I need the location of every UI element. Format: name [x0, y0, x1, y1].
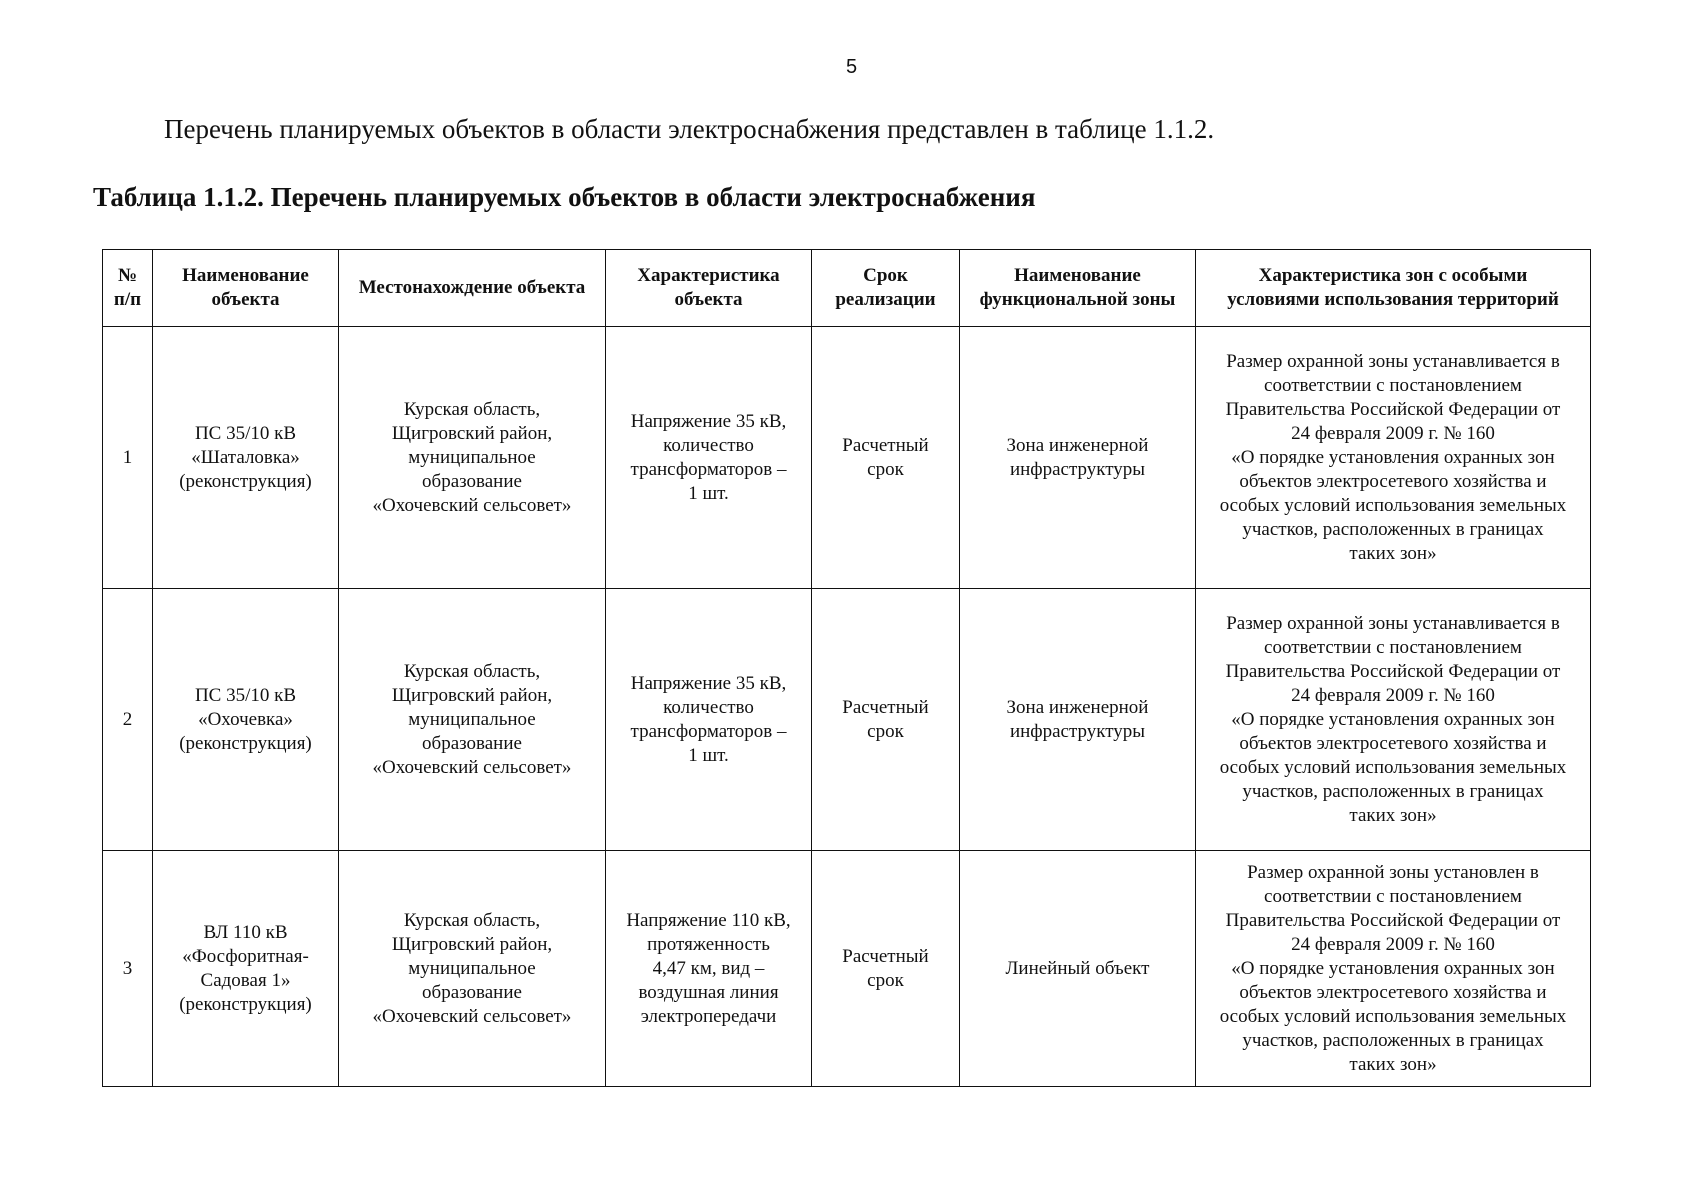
- cell-line: срок: [867, 720, 904, 742]
- cell-line: электропередачи: [640, 1005, 777, 1027]
- header-term: [812, 250, 960, 327]
- cell-line: Расчетный: [842, 945, 929, 967]
- cell-restrictions: [1196, 589, 1591, 851]
- cell-line: муниципальное: [408, 708, 536, 730]
- cell-line: Расчетный: [842, 434, 929, 456]
- cell-line: Щигровский район,: [391, 684, 553, 706]
- cell-line: реализации: [835, 289, 936, 310]
- cell-line: соответствии с постановлением: [1264, 636, 1522, 658]
- cell-num: 2: [103, 589, 153, 851]
- cell-functional-zone: [960, 851, 1196, 1087]
- cell-line: ВЛ 110 кВ: [203, 921, 288, 943]
- cell-line: количество: [663, 434, 754, 456]
- cell-line: объекта: [211, 289, 280, 310]
- cell-line: «О порядке установления охранных зон: [1231, 446, 1555, 468]
- cell-line: Размер охранной зоны устанавливается в: [1226, 612, 1560, 634]
- cell-object-name: [153, 327, 339, 589]
- cell-line: (реконструкция): [179, 993, 312, 1015]
- cell-line: муниципальное: [408, 446, 536, 468]
- cell-line: «О порядке установления охранных зон: [1231, 708, 1555, 730]
- cell-line: 24 февраля 2009 г. № 160: [1291, 422, 1495, 444]
- cell-line: срок: [867, 458, 904, 480]
- cell-line: Щигровский район,: [391, 933, 553, 955]
- header-location: [339, 250, 606, 327]
- cell-line: Зона инженерной: [1006, 434, 1149, 456]
- cell-line: Правительства Российской Федерации от: [1225, 660, 1561, 682]
- page-number: 5: [845, 56, 858, 78]
- cell-line: Зона инженерной: [1006, 696, 1149, 718]
- cell-line: «Охочевский сельсовет»: [372, 1005, 572, 1027]
- cell-line: Наименование: [182, 265, 309, 286]
- cell-restrictions: [1196, 851, 1591, 1087]
- cell-line: таких зон»: [1349, 1053, 1437, 1075]
- cell-line: инфраструктуры: [1009, 720, 1146, 742]
- cell-line: особых условий использования земельных: [1219, 494, 1567, 516]
- cell-line: 1 шт.: [688, 482, 729, 504]
- cell-restrictions: [1196, 327, 1591, 589]
- cell-line: Размер охранной зоны установлен в: [1247, 861, 1539, 883]
- cell-line: Линейный объект: [1005, 957, 1150, 979]
- cell-line: Наименование: [1014, 265, 1141, 286]
- header-restriction-zones: [1196, 250, 1591, 327]
- cell-characteristic: [606, 589, 812, 851]
- cell-line: образование: [422, 732, 522, 754]
- cell-line: участков, расположенных в границах: [1242, 780, 1544, 802]
- cell-functional-zone: [960, 327, 1196, 589]
- table-title: Таблица 1.1.2. Перечень планируемых объектов в области электроснабжения: [93, 182, 1036, 212]
- table-header-row: [103, 250, 1591, 327]
- cell-line: Курская область,: [403, 909, 541, 931]
- header-characteristic: [606, 250, 812, 327]
- cell-line: трансформаторов –: [630, 458, 787, 480]
- cell-line: количество: [663, 696, 754, 718]
- intro-paragraph: Перечень планируемых объектов в области электроснабжения представлен в таблице 1.1.2.: [164, 114, 1215, 144]
- cell-line: ПС 35/10 кВ: [194, 684, 297, 706]
- cell-term: [812, 327, 960, 589]
- cell-line: таких зон»: [1349, 804, 1437, 826]
- cell-line: «Фосфоритная-: [182, 945, 309, 967]
- cell-line: п/п: [113, 289, 142, 310]
- cell-characteristic: [606, 327, 812, 589]
- cell-line: объекта: [674, 289, 743, 310]
- cell-line: соответствии с постановлением: [1264, 885, 1522, 907]
- planned-objects-table: [102, 249, 1591, 1087]
- cell-line: «Охочевка»: [198, 708, 293, 730]
- cell-line: Местонахождение объекта: [358, 277, 586, 298]
- cell-line: объектов электросетевого хозяйства и: [1239, 981, 1547, 1003]
- cell-line: (реконструкция): [179, 732, 312, 754]
- cell-term: [812, 589, 960, 851]
- cell-line: Курская область,: [403, 660, 541, 682]
- cell-line: «О порядке установления охранных зон: [1231, 957, 1555, 979]
- cell-object-name: [153, 851, 339, 1087]
- cell-line: «Шаталовка»: [191, 446, 300, 468]
- cell-line: особых условий использования земельных: [1219, 1005, 1567, 1027]
- cell-line: соответствии с постановлением: [1264, 374, 1522, 396]
- cell-line: Расчетный: [842, 696, 929, 718]
- cell-num: 3: [103, 851, 153, 1087]
- cell-object-name: [153, 589, 339, 851]
- cell-line: Характеристика: [637, 265, 780, 286]
- header-functional-zone: [960, 250, 1196, 327]
- cell-line: срок: [867, 969, 904, 991]
- cell-line: 1 шт.: [688, 744, 729, 766]
- cell-line: Напряжение 35 кВ,: [630, 672, 787, 694]
- cell-line: 24 февраля 2009 г. № 160: [1291, 684, 1495, 706]
- header-object-name: [153, 250, 339, 327]
- cell-line: протяженность: [647, 933, 770, 955]
- cell-line: Садовая 1»: [200, 969, 291, 991]
- cell-characteristic: [606, 851, 812, 1087]
- cell-line: инфраструктуры: [1009, 458, 1146, 480]
- cell-location: [339, 589, 606, 851]
- cell-line: 4,47 км, вид –: [652, 957, 765, 979]
- cell-line: Напряжение 110 кВ,: [626, 909, 791, 931]
- cell-line: Размер охранной зоны устанавливается в: [1226, 350, 1560, 372]
- cell-line: Курская область,: [403, 398, 541, 420]
- cell-line: (реконструкция): [179, 470, 312, 492]
- table-row: [103, 589, 1591, 851]
- cell-line: участков, расположенных в границах: [1242, 1029, 1544, 1051]
- cell-line: трансформаторов –: [630, 720, 787, 742]
- cell-line: Напряжение 35 кВ,: [630, 410, 787, 432]
- cell-line: объектов электросетевого хозяйства и: [1239, 732, 1547, 754]
- cell-line: Правительства Российской Федерации от: [1225, 398, 1561, 420]
- cell-line: особых условий использования земельных: [1219, 756, 1567, 778]
- cell-line: образование: [422, 981, 522, 1003]
- cell-line: №: [117, 265, 138, 286]
- cell-line: 24 февраля 2009 г. № 160: [1291, 933, 1495, 955]
- header-num: [103, 250, 153, 327]
- cell-line: образование: [422, 470, 522, 492]
- cell-line: Срок: [863, 265, 908, 286]
- cell-location: [339, 851, 606, 1087]
- cell-num: 1: [103, 327, 153, 589]
- cell-line: «Охочевский сельсовет»: [372, 494, 572, 516]
- cell-functional-zone: [960, 589, 1196, 851]
- cell-line: таких зон»: [1349, 542, 1437, 564]
- table-row: [103, 327, 1591, 589]
- cell-location: [339, 327, 606, 589]
- cell-line: Щигровский район,: [391, 422, 553, 444]
- cell-line: объектов электросетевого хозяйства и: [1239, 470, 1547, 492]
- cell-line: Характеристика зон с особыми: [1258, 265, 1528, 286]
- cell-line: ПС 35/10 кВ: [194, 422, 297, 444]
- table-row: [103, 851, 1591, 1087]
- cell-line: участков, расположенных в границах: [1242, 518, 1544, 540]
- cell-line: условиями использования территорий: [1227, 289, 1559, 310]
- cell-line: муниципальное: [408, 957, 536, 979]
- cell-term: [812, 851, 960, 1087]
- cell-line: «Охочевский сельсовет»: [372, 756, 572, 778]
- cell-line: функциональной зоны: [979, 289, 1176, 310]
- cell-line: воздушная линия: [638, 981, 779, 1003]
- cell-line: Правительства Российской Федерации от: [1225, 909, 1561, 931]
